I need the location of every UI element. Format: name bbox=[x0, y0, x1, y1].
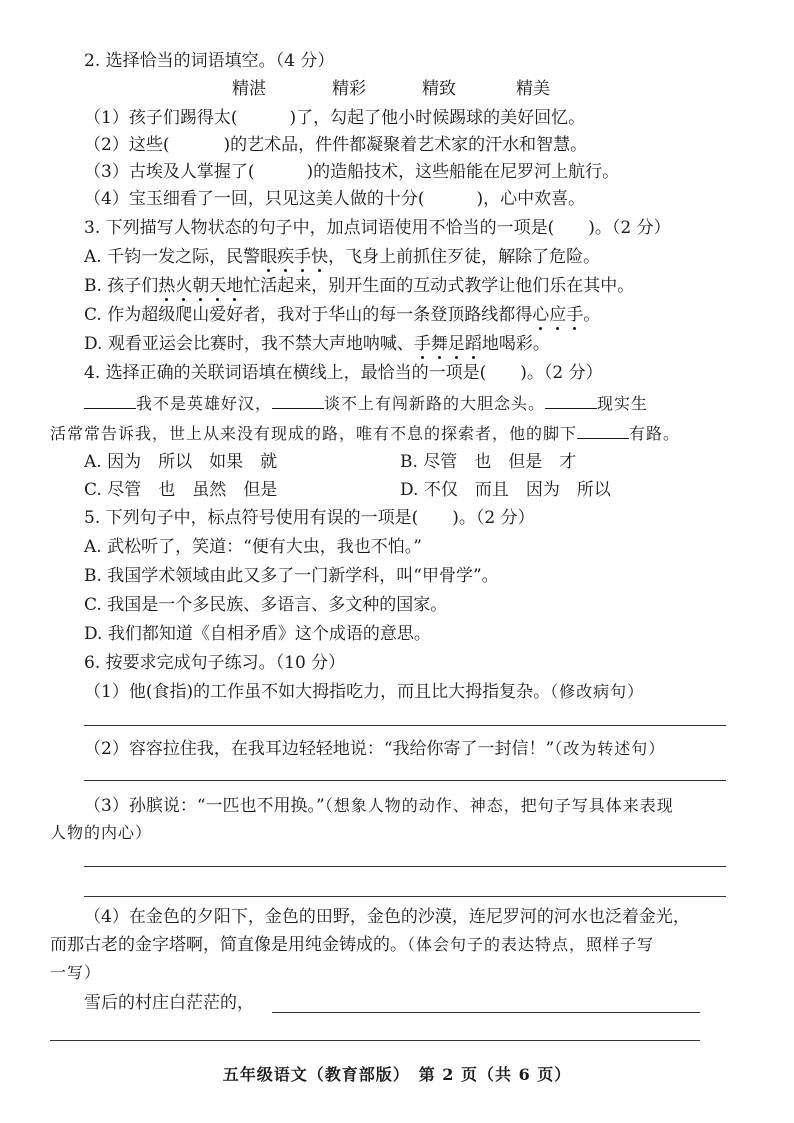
answer-line[interactable] bbox=[50, 1040, 700, 1041]
q5-option-a[interactable]: A. 武松听了，笑道：“便有大虫，我也不怕。” bbox=[84, 537, 422, 557]
q2-word-4: 精美 bbox=[516, 79, 550, 99]
dotted-char: 足 bbox=[447, 334, 465, 354]
q4-option-b[interactable]: B. 尽管 也 但是 才 bbox=[400, 452, 577, 472]
q5-option-b[interactable]: B. 我国学术领域由此又多了一门新学科，叫“甲骨学”。 bbox=[84, 566, 499, 586]
dotted-char: 应 bbox=[549, 305, 567, 325]
q4-option-d[interactable]: D. 不仅 而且 因为 所以 bbox=[400, 480, 611, 500]
q2-word-1: 精湛 bbox=[232, 79, 266, 99]
dotted-char: 心 bbox=[532, 305, 550, 325]
q6-sentence-4-prompt: 雪后的村庄白茫茫的， bbox=[84, 993, 254, 1013]
q2-item-1: （1）孩子们踢得太( )了，勾起了他小时候踢球的美好回忆。 bbox=[84, 108, 586, 128]
answer-line[interactable] bbox=[84, 896, 726, 897]
q3-option-c: C. 作为超级爬山爱好者，我对于华山的每一条登顶路线都得心应手。 bbox=[84, 305, 601, 325]
dotted-char: 朝 bbox=[192, 276, 210, 296]
q4-passage-line-2: 活常常告诉我，世上从来没有现成的路，唯有不息的探索者，他的脚下 有路。 bbox=[50, 424, 681, 443]
dotted-char: 舞 bbox=[430, 334, 448, 354]
dotted-char: 疾 bbox=[277, 247, 295, 267]
q2-item-2: （2）这些( )的艺术品，件件都凝聚着艺术家的汗水和智慧。 bbox=[84, 135, 588, 155]
fill-blank[interactable] bbox=[577, 423, 629, 439]
q2-item-4: （4）宝玉细看了一回，只见这美人做的十分( )，心中欢喜。 bbox=[84, 189, 586, 209]
dotted-char: 火 bbox=[175, 276, 193, 296]
q6-sentence-4b: 而那古老的金字塔啊，简直像是用纯金铸成的。（体会句子的表达特点，照样子写 bbox=[50, 935, 655, 955]
q6-sentence-1: （1）他(食指)的工作虽不如大拇指吃力，而且比大拇指复杂。（修改病句） bbox=[84, 682, 645, 702]
q5-option-d[interactable]: D. 我们都知道《自相矛盾》这个成语的意思。 bbox=[84, 624, 431, 644]
q3-option-a: A. 千钧一发之际，民警眼疾手快，飞身上前抓住歹徒，解除了危险。 bbox=[84, 247, 601, 267]
q3-option-b: B. 孩子们热火朝天地忙活起来，别开生面的互动式教学让他们乐在其中。 bbox=[84, 276, 635, 296]
dotted-char: 蹈 bbox=[464, 334, 482, 354]
dotted-phrase bbox=[532, 305, 583, 325]
dotted-char: 快 bbox=[311, 247, 329, 267]
dotted-char: 天 bbox=[209, 276, 227, 296]
q2-title: 2. 选择恰当的词语填空。（4 分） bbox=[84, 51, 335, 71]
q4-passage-line-1: 我不是英雄好汉， 谈不上有闯新路的大胆念头。 现实生 bbox=[84, 393, 648, 415]
q6-sentence-4-hint: 一写） bbox=[50, 963, 102, 982]
q4-title: 4. 选择正确的关联词语填在横线上，最恰当的一项是( )。（2 分） bbox=[84, 363, 603, 383]
page-footer: 五年级语文（教育部版） 第 2 页（共 6 页） bbox=[222, 1065, 572, 1084]
q3-title: 3. 下列描写人物状态的句子中，加点词语使用不恰当的一项是( )。（2 分） bbox=[84, 218, 671, 238]
q5-option-c[interactable]: C. 我国是一个多民族、多语言、多文种的国家。 bbox=[84, 595, 448, 615]
q6-title: 6. 按要求完成句子练习。（10 分） bbox=[84, 653, 346, 673]
dotted-phrase bbox=[260, 247, 328, 267]
q3-option-d: D. 观看亚运会比赛时，我不禁大声地呐喊、手舞足蹈地喝彩。 bbox=[84, 334, 550, 354]
q4-option-c[interactable]: C. 尽管 也 虽然 但是 bbox=[84, 480, 278, 500]
fill-blank[interactable] bbox=[545, 393, 597, 409]
q6-sentence-2: （2）容容拉住我，在我耳边轻轻地说：“我给你寄了一封信！”（改为转述句） bbox=[84, 739, 666, 759]
q2-item-3: （3）古埃及人掌握了( )的造船技术，这些船能在尼罗河上航行。 bbox=[84, 162, 620, 182]
q2-word-3: 精致 bbox=[422, 79, 456, 99]
dotted-char: 热 bbox=[158, 276, 176, 296]
answer-line[interactable] bbox=[84, 866, 726, 867]
answer-line[interactable] bbox=[272, 1012, 700, 1013]
dotted-phrase bbox=[414, 334, 482, 354]
q6-sentence-3: （3）孙膑说：“一匹也不用换。”（想象人物的动作、神态，把句子写具体来表现 bbox=[84, 796, 674, 816]
dotted-char: 地 bbox=[226, 276, 244, 296]
q4-option-a[interactable]: A. 因为 所以 如果 就 bbox=[84, 452, 278, 472]
dotted-char: 手 bbox=[294, 247, 312, 267]
q6-sentence-4a: （4）在金色的夕阳下，金色的田野，金色的沙漠，连尼罗河的河水也泛着金光， bbox=[84, 907, 690, 927]
dotted-char: 眼 bbox=[260, 247, 278, 267]
q6-sentence-3-hint: 人物的内心） bbox=[50, 823, 153, 842]
fill-blank[interactable] bbox=[84, 393, 136, 409]
q2-word-2: 精彩 bbox=[332, 79, 366, 99]
dotted-char: 手 bbox=[566, 305, 584, 325]
answer-line[interactable] bbox=[84, 780, 726, 781]
fill-blank[interactable] bbox=[272, 393, 324, 409]
answer-line[interactable] bbox=[84, 725, 726, 726]
q5-title: 5. 下列句子中，标点符号使用有误的一项是( )。（2 分） bbox=[84, 508, 535, 528]
dotted-phrase bbox=[158, 276, 243, 296]
dotted-char: 手 bbox=[413, 334, 431, 354]
